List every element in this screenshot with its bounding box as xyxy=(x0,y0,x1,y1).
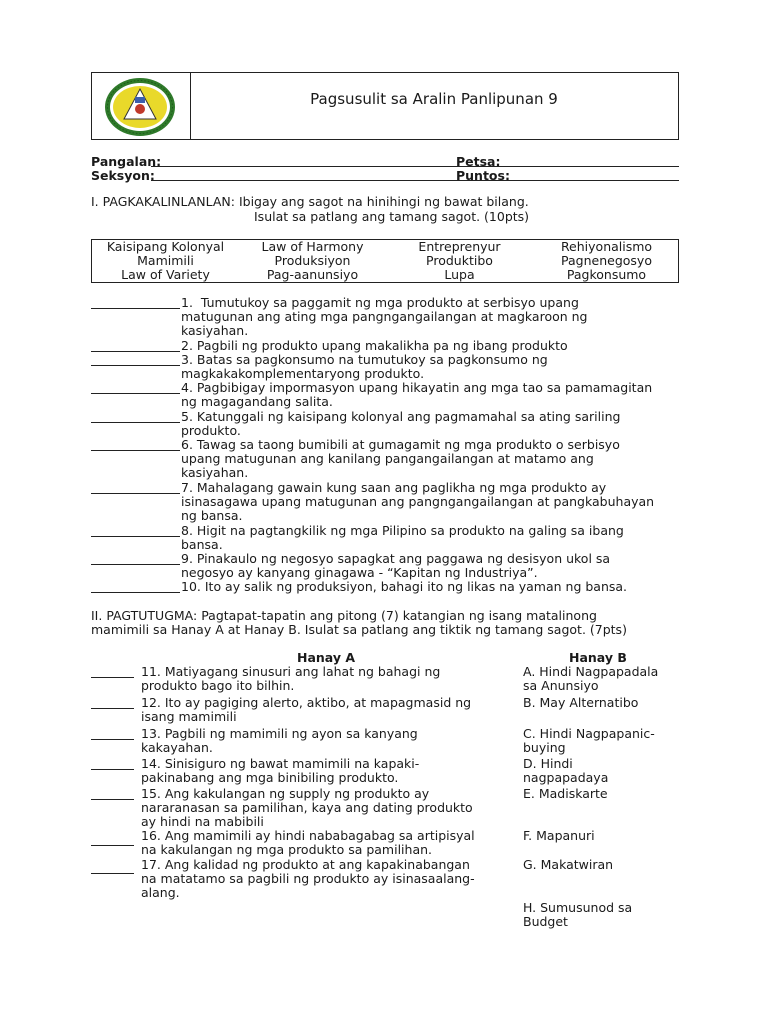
option-b-line-1: B. May Alternatibo xyxy=(523,695,639,710)
question-11-line-2: produkto bago ito bilhin. xyxy=(141,678,295,693)
question-16-line-1: 16. Ang mamimili ay hindi nababagabag sa artipisyal xyxy=(141,828,475,843)
page-title: Pagsusulit sa Aralin Panlipunan 9 xyxy=(310,90,558,108)
question-1-line-2: matugunan ang ating mga pangngangailangan at magkaroon ng xyxy=(181,309,588,324)
question-13-line-2: kakayahan. xyxy=(141,740,213,755)
question-12-line-1: 12. Ito ay pagiging alerto, aktibo, at mapagmasid ng xyxy=(141,695,472,710)
answer-blank-17[interactable] xyxy=(91,862,134,874)
question-8-line-1: 8. Higit na pagtangkilik ng mga Pilipino sa produkto na galing sa ibang xyxy=(181,523,624,538)
column-b-header: Hanay B xyxy=(569,650,627,665)
section-score-row xyxy=(91,168,679,184)
question-8-line-2: bansa. xyxy=(181,537,223,552)
question-11-line-1: 11. Matiyagang sinusuri ang lahat ng bahagi ng xyxy=(141,664,441,679)
question-17-line-2: na matatamo sa pagbili ng produkto ay isinasaalang- xyxy=(141,871,475,886)
score-label: Puntos: xyxy=(456,168,510,183)
question-1-line-1: 1. Tumutukoy sa paggamit ng mga produkto at serbisyo upang xyxy=(181,295,579,310)
answer-blank-2[interactable] xyxy=(91,340,180,352)
option-a-line-1: A. Hindi Nagpapadala xyxy=(523,664,659,679)
question-5-line-1: 5. Katunggali ng kaisipang kolonyal ang pagmamahal sa ating sariling xyxy=(181,409,621,424)
question-6-line-2: upang matugunan ang kanilang pangangailangan at matamo ang xyxy=(181,451,594,466)
choice-item: Pag-aanunsiyo xyxy=(266,267,359,282)
question-15-line-1: 15. Ang kakulangan ng supply ng produkto ay xyxy=(141,786,430,801)
question-9-line-1: 9. Pinakaulo ng negosyo sapagkat ang paggawa ng desisyon ukol sa xyxy=(181,551,611,566)
question-3-line-2: magkakakomplementaryong produkto. xyxy=(181,366,425,381)
question-17-line-1: 17. Ang kalidad ng produkto at ang kapakinabangan xyxy=(141,857,470,872)
answer-blank-4[interactable] xyxy=(91,382,180,394)
question-6-line-3: kasiyahan. xyxy=(181,465,249,480)
choice-item: Produktibo xyxy=(426,253,493,268)
choice-item: Rehiyonalismo xyxy=(560,239,653,254)
option-c-line-2: buying xyxy=(523,740,566,755)
question-6-line-1: 6. Tawag sa taong bumibili at gumagamit ng mga produkto o serbisyo xyxy=(181,437,620,452)
question-12-line-2: isang mamimili xyxy=(141,709,237,724)
question-7-line-2: isinasagawa upang matugunan ang pangngangailangan at pangkabuhayan xyxy=(181,494,655,509)
answer-blank-13[interactable] xyxy=(91,728,134,740)
question-9-line-2: negosyo ay kanyang ginagawa - “Kapitan ng Industriya”. xyxy=(181,565,538,580)
choice-item: Pagkonsumo xyxy=(566,267,647,282)
choice-item: Lupa xyxy=(444,267,475,282)
question-1-line-3: kasiyahan. xyxy=(181,323,249,338)
question-4-line-1: 4. Pagbibigay impormasyon upang hikayatin ang mga tao sa pamamagitan xyxy=(181,380,653,395)
name-label: Pangalan: xyxy=(91,154,162,169)
part2-instruction-2: mamimili sa Hanay A at Hanay B. Isulat sa patlang ang tiktik ng tamang sagot. (7pts) xyxy=(91,622,627,637)
answer-blank-1[interactable] xyxy=(91,297,180,309)
part2-heading xyxy=(91,609,597,623)
choice-item: Law of Variety xyxy=(121,267,210,282)
question-10-line-1: 10. Ito ay salik ng produksiyon, bahagi ito ng likas na yaman ng bansa. xyxy=(181,579,628,594)
part1-title: I. PAGKAKALINLANLAN: xyxy=(91,194,235,209)
option-f-line-1: F. Mapanuri xyxy=(523,828,595,843)
question-3-line-1: 3. Batas sa pagkonsumo na tumutukoy sa pagkonsumo ng xyxy=(181,352,548,367)
choice-item: Pagnenegosyo xyxy=(561,253,652,268)
option-h-line-1: H. Sumusunod sa xyxy=(523,900,633,915)
answer-blank-15[interactable] xyxy=(91,788,134,800)
choice-item: Kaisipang Kolonyal xyxy=(106,239,225,254)
option-d-line-2: nagpapadaya xyxy=(523,770,609,785)
question-2-line-1: 2. Pagbili ng produkto upang makalikha pa ng ibang produkto xyxy=(181,338,568,353)
question-7-line-1: 7. Mahalagang gawain kung saan ang paglikha ng mga produkto ay xyxy=(181,480,607,495)
option-h-line-2: Budget xyxy=(523,914,568,929)
option-d-line-1: D. Hindi xyxy=(523,756,573,771)
part1-instruction-1: Ibigay ang sagot na hinihingi ng bawat bilang. xyxy=(238,194,529,209)
question-5-line-2: produkto. xyxy=(181,423,241,438)
header-box xyxy=(91,72,679,140)
part2-instruction-1: Pagtapat-tapatin ang pitong (7) katangian ng isang matalinong xyxy=(201,608,597,623)
choices-box xyxy=(91,239,679,283)
answer-blank-11[interactable] xyxy=(91,666,134,678)
column-a-header: Hanay A xyxy=(297,650,356,665)
question-7-line-3: ng bansa. xyxy=(181,508,243,523)
answer-blank-3[interactable] xyxy=(91,354,180,366)
option-a-line-2: sa Anunsiyo xyxy=(523,678,599,693)
answer-blank-10[interactable] xyxy=(91,581,180,593)
school-seal-logo xyxy=(104,77,176,137)
choice-item: Entreprenyur xyxy=(418,239,501,254)
section-label: Seksyon: xyxy=(91,168,155,183)
answer-blank-7[interactable] xyxy=(91,482,180,494)
answer-blank-5[interactable] xyxy=(91,411,180,423)
question-13-line-1: 13. Pagbili ng mamimili ng ayon sa kanyang xyxy=(141,726,418,741)
logo-cell xyxy=(92,73,191,139)
question-15-line-2: nararanasan sa pamilihan, kaya ang dating produkto xyxy=(141,800,473,815)
question-16-line-2: na kakulangan ng mga produkto sa pamilihan. xyxy=(141,842,433,857)
answer-blank-9[interactable] xyxy=(91,553,180,565)
choice-item: Produksiyon xyxy=(274,253,351,268)
answer-blank-16[interactable] xyxy=(91,834,134,846)
date-field[interactable] xyxy=(503,166,679,167)
choice-item: Law of Harmony xyxy=(261,239,364,254)
question-4-line-2: ng magagandang salita. xyxy=(181,394,333,409)
question-17-line-3: alang. xyxy=(141,885,180,900)
choice-item: Mamimili xyxy=(137,253,194,268)
option-c-line-1: C. Hindi Nagpapanic- xyxy=(523,726,655,741)
answer-blank-8[interactable] xyxy=(91,525,180,537)
answer-blank-6[interactable] xyxy=(91,439,180,451)
date-label: Petsa: xyxy=(456,154,501,169)
part1-instruction-2: Isulat sa patlang ang tamang sagot. (10pts) xyxy=(254,209,530,224)
question-15-line-3: ay hindi na mabibili xyxy=(141,814,264,829)
option-e-line-1: E. Madiskarte xyxy=(523,786,608,801)
answer-blank-12[interactable] xyxy=(91,697,134,709)
part1-heading xyxy=(91,195,529,209)
question-14-line-2: pakinabang ang mga binibiling produkto. xyxy=(141,770,399,785)
part2-title: II. PAGTUTUGMA: xyxy=(91,608,198,623)
question-14-line-1: 14. Sinisiguro ng bawat mamimili na kapaki- xyxy=(141,756,420,771)
score-field[interactable] xyxy=(503,180,679,181)
option-g-line-1: G. Makatwiran xyxy=(523,857,614,872)
answer-blank-14[interactable] xyxy=(91,758,134,770)
